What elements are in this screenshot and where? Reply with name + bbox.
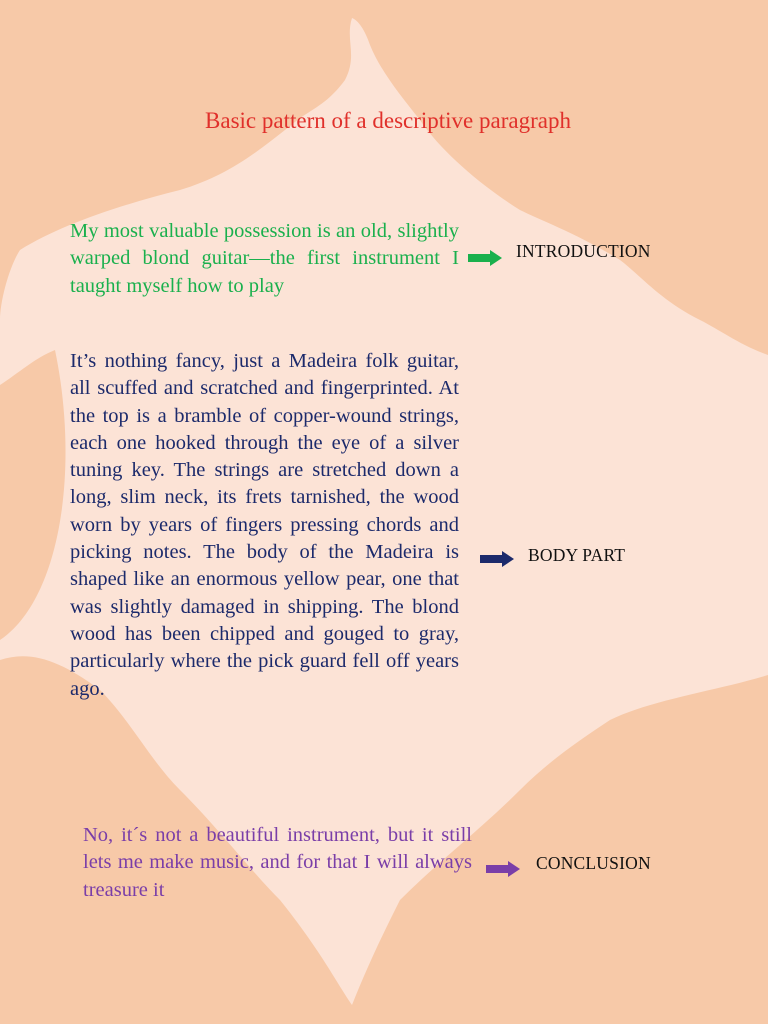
- right-arrow-icon: [486, 861, 520, 877]
- body-part-label: BODY PART: [528, 545, 626, 565]
- conclusion-paragraph: No, it´s not a beautiful instrument, but it still lets me make music, and for that I will always treasure it: [83, 824, 472, 901]
- right-arrow-icon: [480, 551, 514, 567]
- right-arrow-icon: [468, 250, 502, 266]
- body-paragraph: It’s nothing fancy, just a Madeira folk guitar, all scuffed and scratched and fingerprinted. At the top is a bramble of copper-wound strings, each one hooked through the eye of a silver tuning key. The strings are stretched down a long, slim neck, its frets tarnished, the wood worn by years of fingers pressing chords and picking notes. The body of the Madeira is shaped like an enormous yellow pear, one that was slightly damaged in shipping. The blond wood has been chipped and gouged to gray, particularly where the pick guard fell off years ago.: [70, 350, 459, 700]
- introduction-label: INTRODUCTION: [516, 241, 651, 261]
- introduction-paragraph: My most valuable possession is an old, slightly warped blond guitar—the first instrument I taught myself how to play: [70, 220, 459, 297]
- conclusion-label: CONCLUSION: [536, 853, 651, 873]
- page-title: Basic pattern of a descriptive paragraph: [205, 108, 571, 133]
